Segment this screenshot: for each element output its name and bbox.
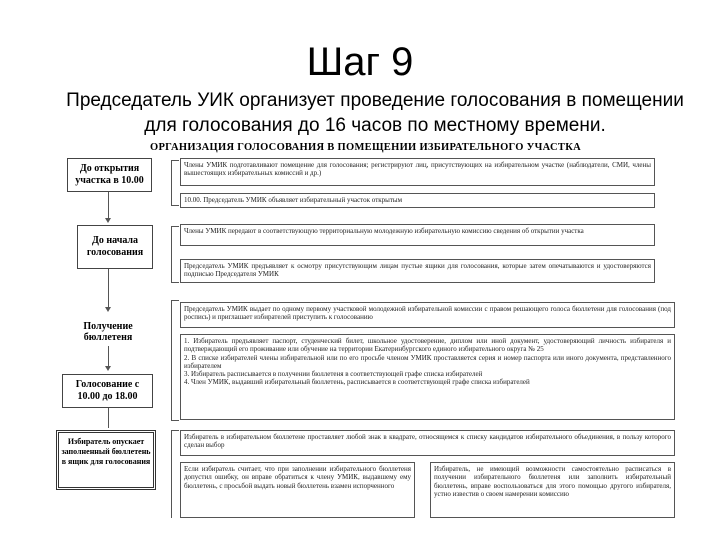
connector-line <box>108 269 109 307</box>
step-item: 4. Член УМИК, выдавший избирательный бюллетень, расписывается в соответствующей графе списка избирателей <box>184 378 530 387</box>
stage-cast-ballot: Избиратель опускает заполненный бюллетень в ящик для голосования <box>56 430 156 490</box>
step-text: Избиратель в избирательном бюллетене проставляет любой знак в квадрате, относящемся к списку кандидатов избирательного объединения, в пользу которого сделан выбор <box>184 433 671 450</box>
step-item: 3. Избиратель расписывается в получении бюллетеня в соответствующей графе списка избирателей <box>184 370 483 379</box>
diagram-title: ОРГАНИЗАЦИЯ ГОЛОСОВАНИЯ В ПОМЕЩЕНИИ ИЗБИРАТЕЛЬНОГО УЧАСТКА <box>150 142 582 153</box>
connector-line <box>108 346 109 366</box>
step-spoiled-ballot <box>180 462 415 518</box>
step-text: Председатель УМИК предъявляет к осмотру присутствующим лицам пустые ящики для голосования, которые затем опечатываются и удостоверяются подписью Председателя УМИК <box>184 262 651 279</box>
step-prepare-room <box>180 158 655 186</box>
step-open-station <box>180 193 655 208</box>
step-text: Члены УМИК подготавливают помещение для голосования; регистрируют лиц, присутствующих на избирательном участке (наблюдатели, СМИ, члены вышестоящих избирательных комиссий и др.) <box>184 161 651 178</box>
step-text: Если избиратель считает, что при заполнении избирательного бюллетеня допустил ошибку, он вправе обратиться к члену УМИК, выдавшему ему бюллетень, с просьбой выдать новый бюллетень взамен испорченного <box>184 465 411 490</box>
step-text: Члены УМИК передают в соответствующую территориальную молодежную избирательную комиссию сведения об открытии участка <box>184 227 584 235</box>
connector-line <box>108 192 109 218</box>
bracket <box>171 160 172 205</box>
bracket-tick <box>171 430 179 431</box>
bracket-tick <box>171 205 179 206</box>
bracket <box>171 226 172 282</box>
stage-before-voting: До начала голосования <box>77 225 153 269</box>
step-text: Председатель УМИК выдает по одному первому участковой молодежной избирательной комиссии с правом решающего голоса бюллетени для голосования (под роспись) и приглашает избирателей приступить к голосованию <box>184 305 671 322</box>
slide-title: Шаг 9 <box>306 40 414 84</box>
bracket <box>171 300 172 420</box>
slide-subtitle: Председатель УИК организует проведение голосования в помещении для голосования до 16 часов по местному времени. <box>66 90 684 136</box>
stage-get-ballot: Получение бюллетеня <box>83 321 133 343</box>
step-item: 1. Избиратель предъявляет паспорт, студенческий билет, школьное удостоверение, диплом или иной документ, удостоверяющий личность избирателя и подтверждающий его проживание или обучение на территории Екатеринбургского единого избирательного округа № 25 <box>184 337 671 354</box>
connector-arrow <box>105 307 111 312</box>
bracket-tick <box>171 226 179 227</box>
step-assistance <box>430 462 675 518</box>
step-text: Избиратель, не имеющий возможности самостоятельно расписаться в получении избирательного бюллетеня или заполнить избирательный бюллетень, вправе воспользоваться для этого помощью другого избирателя, устно известив о своем намерении комиссию <box>434 465 671 498</box>
stage-voting-hours: Голосование с 10.00 до 18.00 <box>62 374 153 408</box>
connector-arrow <box>105 218 111 223</box>
stage-before-opening: До открытия участка в 10.00 <box>67 158 152 192</box>
step-mark-ballot <box>180 430 675 456</box>
bracket-tick <box>171 300 179 301</box>
connector-line <box>108 408 109 428</box>
step-text: 10.00. Председатель УМИК объявляет избирательный участок открытым <box>184 196 403 204</box>
step-seal-boxes <box>180 259 655 283</box>
bracket-tick <box>171 420 179 421</box>
connector-arrow <box>105 366 111 371</box>
bracket <box>171 430 172 518</box>
step-item: 2. В списке избирателей члены избирательной или по его просьбе членом УМИК проставляется серия и номер паспорта или иного документа, представленного избирателем <box>184 353 671 370</box>
step-report-opening <box>180 224 655 246</box>
bracket-tick <box>171 282 179 283</box>
step-issue-ballots <box>180 302 675 328</box>
bracket-tick <box>171 160 179 161</box>
step-voter-identification <box>180 334 675 420</box>
